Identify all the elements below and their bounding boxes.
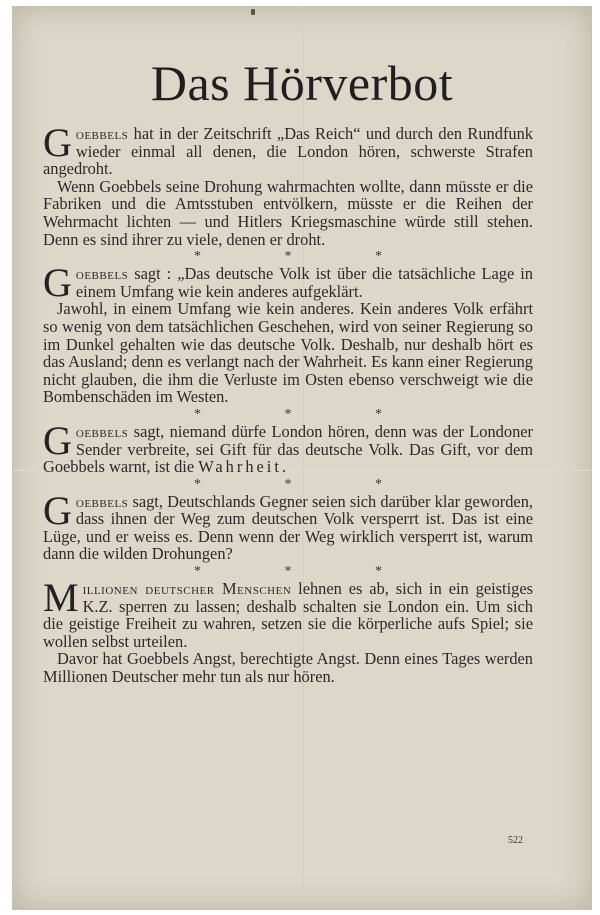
- dropcap: G: [43, 487, 72, 533]
- leaflet-body: [43, 120, 533, 687]
- paragraph-text: lehnen es ab, sich in ein geistiges K.Z. sperren zu lassen; deshalb schalten sie London ein. Um sich die geistige Freiheit zu wahren, setzen sie die körperliche aufs Spiel; sie wollen selbst urteilen.: [43, 579, 533, 651]
- dropcap: G: [43, 260, 72, 306]
- paragraph-8: Davor hat Goebbels Angst, berechtigte Angst. Denn eines Tages werden Millionen Deutscher mehr tun als nur hören.: [43, 649, 533, 687]
- paragraph-4: Jawohl, in einem Umfang wie kein anderes. Kein anderes Volk erfährt so wenig von dem tatsächlichen Geschehen, wird von seiner Regierung so im Dunkel gehalten wie das deutsche Volk. Deshalb, nur deshalb hört es das Ausland; denn es verlangt nach der Wahrheit. Es kann einer Regierung nicht glauben, die ihm die Verluste im Osten ebenso verschweigt wie die Bombenschäden im Westen.: [43, 299, 533, 407]
- section-1: [43, 120, 533, 249]
- dropcap: G: [43, 120, 72, 165]
- paragraph-text: hat in der Zeitschrift „Das Reich“ und durch den Rundfunk wieder einmal all denen, die London hören, schwerste Strafen angedroht.: [43, 124, 533, 179]
- paragraph-text: sagt : „Das deutsche Volk ist über die tatsächliche Lage in einem Umfang wie kein anderes aufgeklärt.: [75, 264, 533, 301]
- separator-stars: * * *: [194, 249, 422, 265]
- section-5: [43, 575, 533, 687]
- section-2: [43, 260, 533, 407]
- separator-stars: * * *: [194, 476, 422, 492]
- leaflet-sheet: [12, 6, 592, 910]
- page-title: Das Hörverbot: [150, 55, 454, 111]
- paragraph-2: Wenn Goebbels seine Drohung wahrmachten wollte, dann müsste er die Fabriken und die Amtsstuben entvölkern, müsste er die Reihen der Wehrmacht lichten — und Hitlers Kriegsmaschine würde still stehen. Denn es sind ihrer zu viele, denen er droht.: [43, 176, 533, 249]
- dropcap: G: [43, 417, 72, 463]
- lead-word: oebbels: [75, 124, 129, 143]
- section-4: [43, 487, 533, 564]
- leaflet-number: 522: [508, 835, 523, 846]
- dropcap: M: [43, 575, 79, 621]
- paragraph-text: sagt, Deutschlands Gegner seien sich darüber klar geworden, dass ihnen der Weg zum deutschen Volk versperrt ist. Das ist eine Lüge, und er weiss es. Denn wenn der Weg wirklich versperrt ist, warum dann die wilden Drohungen?: [43, 491, 533, 564]
- emphasized-word: Wahrheit.: [198, 457, 289, 477]
- paragraph-text: sagt, niemand dürfe London hören, denn was der Londoner Sender verbreite, sei Gift für das deutsche Volk. Das Gift, vor dem Goebbels warnt, ist die: [43, 421, 533, 477]
- lead-word: illionen deutscher Menschen: [82, 579, 292, 599]
- paragraph-1: [43, 120, 533, 179]
- lead-word: oebbels: [75, 421, 129, 441]
- paragraph-5: [43, 417, 533, 477]
- pin-mark: [251, 9, 255, 15]
- paragraph-7: [43, 575, 533, 651]
- paragraph-6: [43, 487, 533, 564]
- paragraph-3: [43, 260, 533, 306]
- section-3: [43, 417, 533, 477]
- separator-stars: * * *: [194, 564, 422, 580]
- lead-word: oebbels: [75, 264, 129, 284]
- lead-word: oebbels: [75, 491, 129, 511]
- separator-stars: * * *: [194, 406, 422, 422]
